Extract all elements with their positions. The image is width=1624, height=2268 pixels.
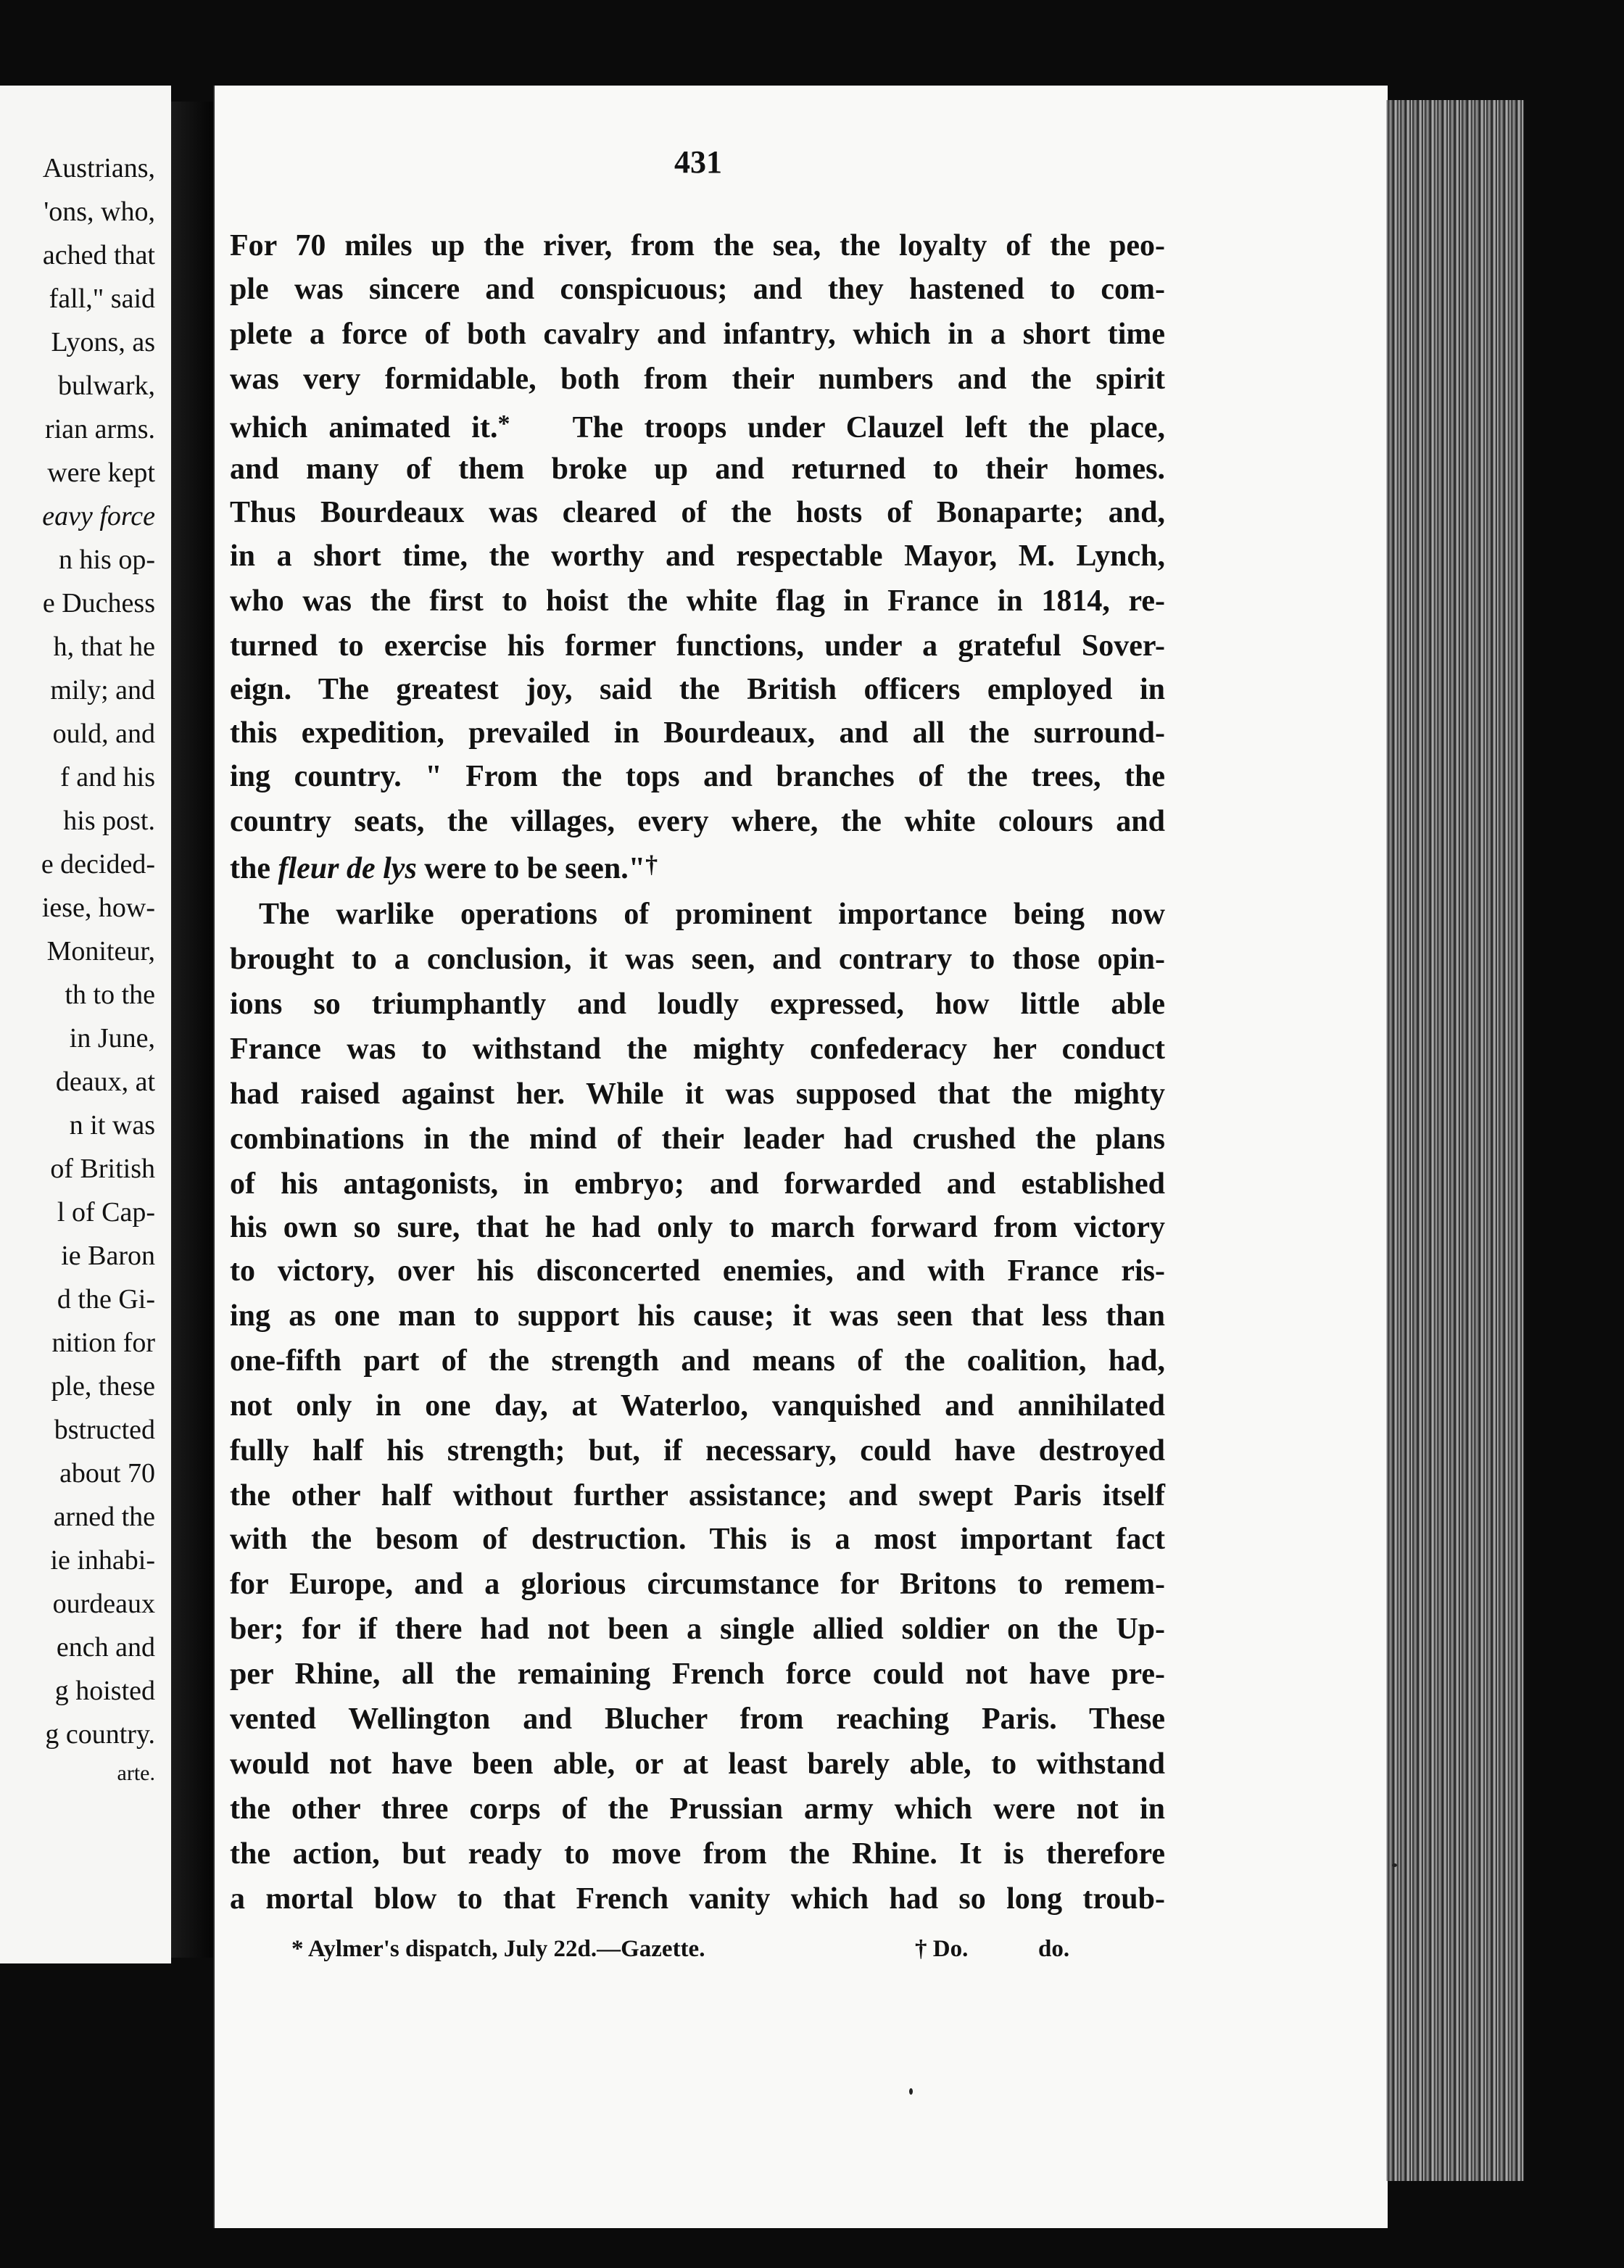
body-line-part: The troops under Clauzel left the place,: [572, 411, 1165, 444]
facing-page-line: l of Cap-: [57, 1197, 155, 1228]
body-line: Thus Bourdeaux was cleared of the hosts of Bonaparte; and,: [230, 496, 1165, 529]
page-number: 431: [674, 144, 722, 180]
facing-page-line: arte.: [117, 1761, 155, 1785]
body-line: in a short time, the worthy and respectable Mayor, M. Lynch,: [230, 539, 1165, 573]
body-line: had raised against her. While it was supposed that the mighty: [230, 1077, 1165, 1111]
body-line: this expedition, prevailed in Bourdeaux, and all the surround-: [230, 716, 1165, 750]
body-line: the other three corps of the Prussian army which were not in: [230, 1792, 1165, 1826]
body-line: for Europe, and a glorious circumstance for Britons to remem-: [230, 1568, 1165, 1601]
facing-page-line: e Duchess: [42, 588, 155, 618]
facing-page-line: d the Gi-: [57, 1284, 155, 1315]
facing-page-line: Moniteur,: [46, 936, 155, 967]
facing-page-line: n his op-: [59, 545, 155, 575]
body-line-part: which animated it.: [230, 411, 498, 444]
facing-page-line: eavy force: [42, 501, 155, 531]
body-line: The warlike operations of prominent importance being now: [259, 898, 1165, 931]
facing-page-line: his post.: [63, 806, 155, 836]
footnote-marker-star: *: [497, 410, 510, 437]
body-line: with the besom of destruction. This is a most important fact: [230, 1523, 1165, 1556]
body-line-part: were to be seen.": [424, 852, 646, 885]
facing-page-line: rian arms.: [45, 414, 155, 444]
body-line: eign. The greatest joy, said the British officers employed in: [230, 673, 1165, 706]
facing-page-line: ached that: [42, 240, 155, 270]
page-speck: [909, 2088, 913, 2095]
facing-page-line: g country.: [45, 1719, 155, 1750]
facing-page-line: th to the: [65, 980, 155, 1010]
body-line: country seats, the villages, every where, the white colours and: [230, 805, 1165, 838]
facing-page-line: nition for: [51, 1328, 155, 1358]
facing-page-line: bstructed: [54, 1415, 155, 1445]
facing-page-line: in June,: [69, 1023, 155, 1054]
facing-page-line: h, that he: [53, 632, 155, 662]
facing-page-line: Lyons, as: [51, 327, 155, 357]
body-line: ing as one man to support his cause; it was seen that less than: [230, 1299, 1165, 1333]
facing-page-line: n it was: [69, 1110, 155, 1141]
page-speck: [1392, 1863, 1397, 1867]
facing-page-line: g hoisted: [54, 1676, 155, 1706]
body-line: and many of them broke up and returned to their homes.: [230, 452, 1165, 486]
body-line: the action, but ready to move from the Rhine. It is therefore: [230, 1837, 1165, 1871]
body-line: ing country. " From the tops and branches of the trees, the: [230, 760, 1165, 793]
page-fore-edge: [1386, 100, 1524, 2181]
facing-page: [0, 86, 171, 1963]
body-line: [230, 403, 1165, 449]
facing-page-line: of British: [50, 1154, 155, 1184]
facing-page-line: deaux, at: [55, 1067, 155, 1097]
italic-fleur-de-lys: fleur de lys: [278, 852, 417, 885]
body-line: turned to exercise his former functions, under a grateful Sover-: [230, 629, 1165, 663]
facing-page-line: ould, and: [52, 719, 155, 749]
body-line: of his antagonists, in embryo; and forwarded and established: [230, 1167, 1165, 1201]
facing-page-line: 'ons, who,: [44, 196, 155, 227]
body-line: per Rhine, all the remaining French force could not have pre-: [230, 1657, 1165, 1691]
body-line: to victory, over his disconcerted enemies, and with France ris-: [230, 1254, 1165, 1288]
body-line: a mortal blow to that French vanity which had so long troub-: [230, 1882, 1165, 1916]
body-line-part: the: [230, 852, 270, 885]
body-line: For 70 miles up the river, from the sea, the loyalty of the peo-: [230, 229, 1165, 262]
footnote-2: † Do.: [915, 1936, 969, 1962]
body-line: would not have been able, or at least barely able, to withstand: [230, 1747, 1165, 1781]
facing-page-line: ple, these: [51, 1371, 155, 1402]
body-line: fully half his strength; but, if necessary, could have destroyed: [230, 1434, 1165, 1468]
footnote-marker-dagger: †: [645, 851, 658, 878]
body-line: not only in one day, at Waterloo, vanquished and annihilated: [230, 1389, 1165, 1423]
body-line: combinations in the mind of their leader had crushed the plans: [230, 1122, 1165, 1156]
body-line: France was to withstand the mighty confederacy her conduct: [230, 1032, 1165, 1066]
body-line: one-fifth part of the strength and means of the coalition, had,: [230, 1344, 1165, 1378]
facing-page-line: ourdeaux: [52, 1589, 155, 1619]
book-gutter: [171, 102, 213, 1958]
facing-page-line: ie inhabi-: [50, 1545, 155, 1576]
facing-page-line: e decided-: [41, 849, 155, 880]
facing-page-line: iese, how-: [41, 893, 155, 923]
body-line: the other half without further assistance; and swept Paris itself: [230, 1479, 1165, 1512]
body-line: ions so triumphantly and loudly expressed, how little able: [230, 988, 1165, 1021]
footnote-1: * Aylmer's dispatch, July 22d.—Gazette.: [291, 1936, 705, 1962]
facing-page-line: Austrians,: [42, 153, 155, 183]
body-line: who was the first to hoist the white flag in France in 1814, re-: [230, 584, 1165, 618]
facing-page-line: ench and: [56, 1632, 155, 1663]
body-line: ber; for if there had not been a single allied soldier on the Up-: [230, 1613, 1165, 1646]
facing-page-line: mily; and: [50, 675, 155, 705]
facing-page-line: about 70: [59, 1458, 155, 1489]
facing-page-line: fall," said: [49, 284, 155, 314]
facing-page-line: were kept: [47, 458, 155, 488]
facing-page-line: arned the: [53, 1502, 155, 1532]
body-line: brought to a conclusion, it was seen, and contrary to those opin-: [230, 943, 1165, 976]
body-line: ple was sincere and conspicuous; and they hastened to com-: [230, 273, 1165, 306]
body-line: [230, 844, 1165, 890]
facing-page-line: f and his: [60, 762, 155, 792]
body-line: was very formidable, both from their numbers and the spirit: [230, 363, 1165, 396]
body-line: vented Wellington and Blucher from reaching Paris. These: [230, 1702, 1165, 1736]
facing-page-line: bulwark,: [57, 371, 155, 401]
footnotes: [291, 1936, 1103, 1972]
facing-page-line: ie Baron: [61, 1241, 155, 1271]
footnote-ditto: do.: [1038, 1936, 1070, 1962]
body-line: plete a force of both cavalry and infantry, which in a short time: [230, 318, 1165, 351]
body-line: his own so sure, that he had only to march forward from victory: [230, 1211, 1165, 1244]
